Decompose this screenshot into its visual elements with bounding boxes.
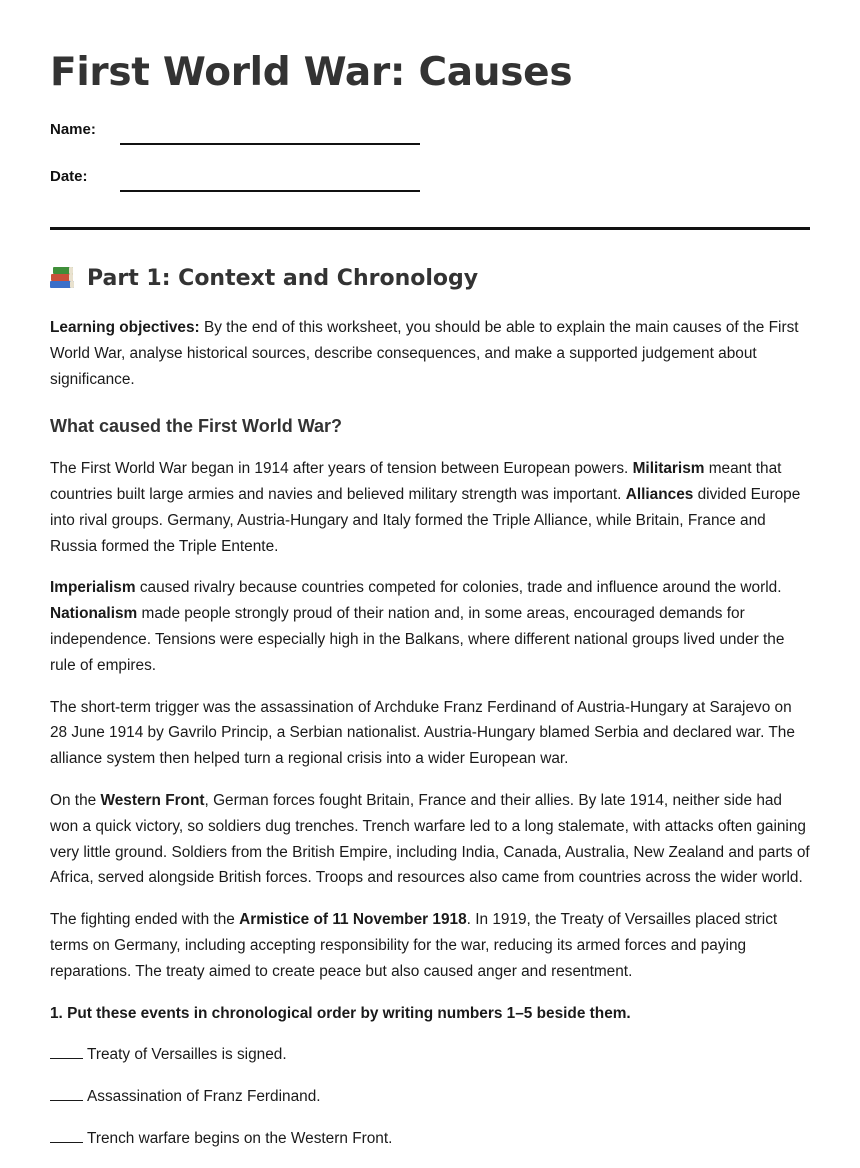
term-western-front: Western Front [100, 791, 205, 809]
part1-heading [50, 265, 478, 291]
header-divider [50, 227, 810, 230]
term-alliances: Alliances [625, 485, 694, 503]
paragraph-armistice [50, 907, 812, 984]
answer-blank[interactable] [50, 1046, 83, 1059]
name-input-line[interactable] [120, 143, 420, 145]
date-label: Date: [50, 168, 88, 185]
text-span: made people strongly proud of their nation and, in some areas, encouraged demands for independence. Tensions were especially high in the Balkans, where different national groups lived under the rule of empires. [50, 605, 785, 674]
event-item [50, 1042, 812, 1068]
event-text: Assassination of Franz Ferdinand. [87, 1088, 321, 1106]
text-span: , German forces fought Britain, France and their allies. By late 1914, neither side had won a quick victory, so soldiers dug trenches. Trench warfare led to a long stalemate, with attacks often gaining very little ground. Soldiers from the British Empire, including India, Canada, Australia, New Zealand and parts of Africa, served alongside British forces. Troops and resources also came from countries across the wider world. [50, 791, 810, 887]
term-armistice: Armistice of 11 November 1918 [239, 911, 467, 929]
causes-subheading: What caused the First World War? [50, 416, 343, 437]
term-nationalism: Nationalism [50, 605, 138, 623]
event-text: Trench warfare begins on the Western Front. [87, 1129, 393, 1147]
answer-blank[interactable] [50, 1130, 83, 1143]
text-span: divided Europe into rival groups. Germany, Austria-Hungary and Italy formed the Triple Alliance, while Britain, France and Russia formed the Triple Entente. [50, 485, 801, 555]
paragraph-alliances [50, 456, 812, 559]
event-text: Treaty of Versailles is signed. [87, 1046, 287, 1064]
paragraph-imperialism [50, 575, 812, 678]
learning-objectives [50, 315, 812, 392]
objectives-label: Learning objectives: [50, 319, 200, 336]
name-field[interactable] [50, 121, 420, 145]
objectives-text: By the end of this worksheet, you should be able to explain the main causes of the First World War, analyse historical sources, describe consequences, and make a supported judgement about significance. [50, 319, 799, 388]
date-input-line[interactable] [120, 190, 420, 192]
date-field[interactable] [50, 168, 420, 192]
name-label: Name: [50, 121, 96, 138]
event-item [50, 1126, 812, 1152]
term-imperialism: Imperialism [50, 579, 136, 597]
text-span: . In 1919, the Treaty of Versailles placed strict terms on Germany, including accepting responsibility for the war, reducing its armed forces and paying reparations. The treaty aimed to create peace but also caused anger and resentment. [50, 911, 778, 980]
paragraph-western-front [50, 788, 812, 891]
paragraph-trigger: The short-term trigger was the assassination of Archduke Franz Ferdinand of Austria-Hungary at Sarajevo on 28 June 1914 by Gavrilo Princip, a Serbian nationalist. Austria-Hungary blamed Serbia and declared war. The alliance system then helped turn a regional crisis into a wider European war. [50, 698, 795, 768]
books-icon [50, 265, 76, 291]
page-title: First World War: Causes [50, 50, 573, 95]
text-span: On the [50, 791, 101, 809]
term-militarism: Militarism [632, 460, 705, 478]
question-1: 1. Put these events in chronological order by writing numbers 1–5 beside them. [50, 1004, 631, 1022]
text-span: The First World War began in 1914 after years of tension between European powers. [50, 460, 633, 478]
text-span: The fighting ended with the [50, 911, 240, 929]
answer-blank[interactable] [50, 1088, 83, 1101]
text-span: meant that countries built large armies and navies and believed military strength was important. [50, 460, 782, 503]
worksheet-body [50, 315, 812, 1168]
text-span: caused rivalry because countries competed for colonies, trade and influence around the world. [135, 579, 782, 597]
event-item [50, 1084, 812, 1110]
part1-heading-text: Part 1: Context and Chronology [87, 265, 479, 291]
